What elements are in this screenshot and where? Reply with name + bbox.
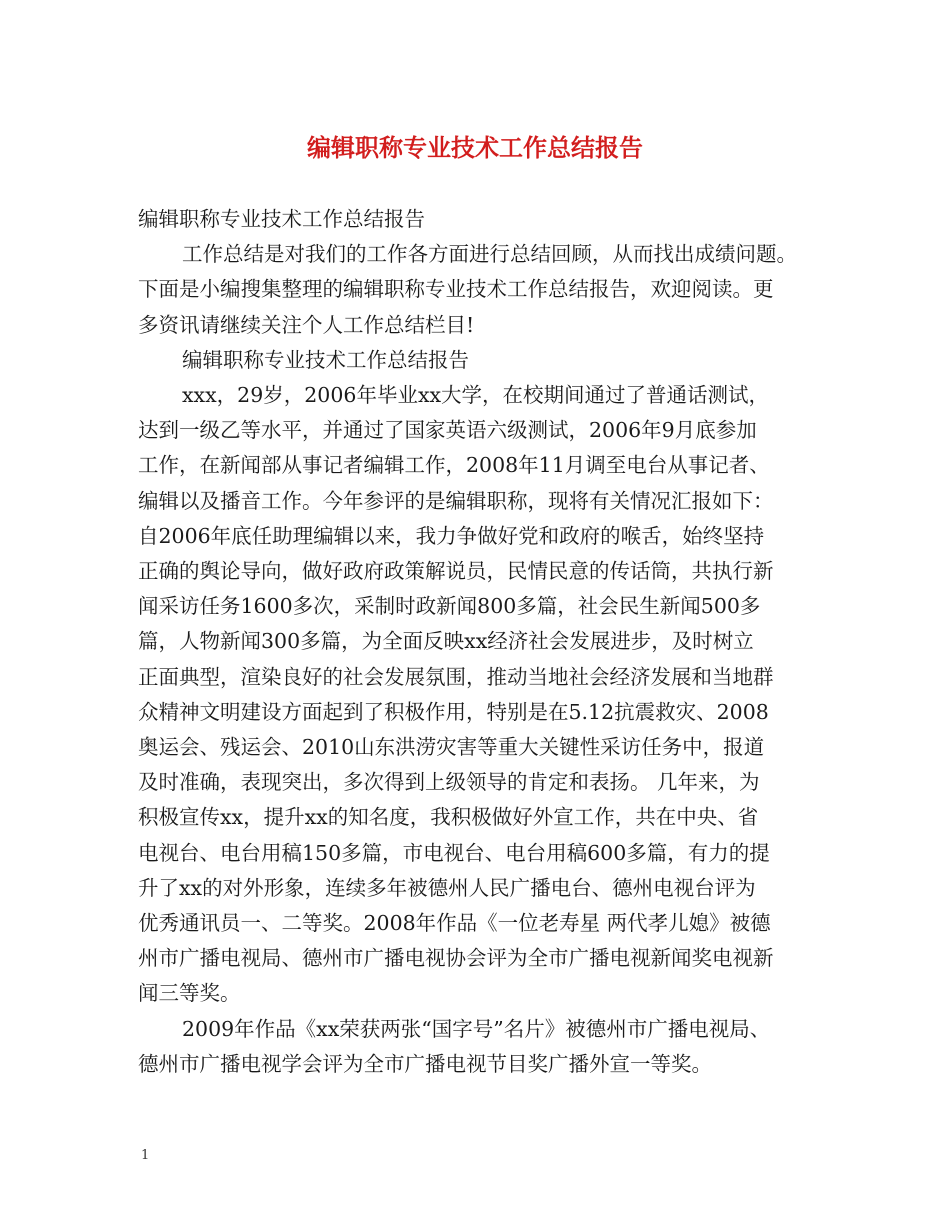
body-line: 及时准确，表现突出，多次得到上级领导的肯定和表扬。 几年来，为 bbox=[138, 770, 760, 795]
document-body bbox=[138, 202, 828, 1082]
body-line: 编辑以及播音工作。今年参评的是编辑职称，现将有关情况汇报如下： bbox=[138, 488, 774, 513]
body-line: 正面典型，渲染良好的社会发展氛围，推动当地社会经济发展和当地群 bbox=[138, 664, 774, 689]
body-line: 编辑职称专业技术工作总结报告 bbox=[182, 347, 469, 372]
body-line: 升了xx的对外形象，连续多年被德州人民广播电台、德州电视台评为 bbox=[138, 875, 756, 900]
body-line: 德州市广播电视学会评为全市广播电视节目奖广播外宣一等奖。 bbox=[138, 1051, 712, 1076]
body-line: 工作总结是对我们的工作各方面进行总结回顾，从而找出成绩问题。 bbox=[182, 242, 797, 267]
body-line: 编辑职称专业技术工作总结报告 bbox=[138, 207, 425, 231]
body-line: 正确的舆论导向，做好政府政策解说员，民情民意的传话筒，共执行新 bbox=[138, 559, 774, 584]
body-line: 奥运会、残运会、2010山东洪涝灾害等重大关键性采访任务中，报道 bbox=[138, 735, 765, 760]
body-line: 达到一级乙等水平，并通过了国家英语六级测试，2006年9月底参加 bbox=[138, 418, 757, 443]
body-line: 闻三等奖。 bbox=[138, 981, 241, 1006]
body-line: 积极宣传xx，提升xx的知名度，我积极做好外宣工作，共在中央、省 bbox=[138, 805, 759, 830]
body-line: 下面是小编搜集整理的编辑职称专业技术工作总结报告，欢迎阅读。更 bbox=[138, 277, 774, 302]
page-number: 1 bbox=[141, 1148, 150, 1163]
body-line: 2009年作品《xx荣获两张“国字号”名片》被德州市广播电视局、 bbox=[182, 1016, 771, 1041]
body-line: xxx，29岁，2006年毕业xx大学，在校期间通过了普通话测试， bbox=[182, 383, 770, 408]
document-title: 编辑职称专业技术工作总结报告 bbox=[307, 133, 643, 162]
body-line: 众精神文明建设方面起到了积极作用，特别是在5.12抗震救灾、2008 bbox=[138, 699, 769, 724]
body-line: 多资讯请继续关注个人工作总结栏目! bbox=[138, 312, 475, 337]
body-line: 州市广播电视局、德州市广播电视协会评为全市广播电视新闻奖电视新 bbox=[138, 946, 774, 971]
body-line: 优秀通讯员一、二等奖。2008年作品《一位老寿星 两代孝儿媳》被德 bbox=[138, 911, 771, 936]
body-line: 篇，人物新闻300多篇，为全面反映xx经济社会发展进步，及时树立 bbox=[138, 629, 754, 654]
body-line: 工作，在新闻部从事记者编辑工作，2008年11月调至电台从事记者、 bbox=[138, 453, 770, 478]
body-line: 自2006年底任助理编辑以来，我力争做好党和政府的喉舌，始终坚持 bbox=[138, 523, 765, 548]
body-line: 闻采访任务1600多次，采制时政新闻800多篇，社会民生新闻500多 bbox=[138, 594, 761, 619]
body-line: 电视台、电台用稿150多篇，市电视台、电台用稿600多篇，有力的提 bbox=[138, 840, 770, 865]
